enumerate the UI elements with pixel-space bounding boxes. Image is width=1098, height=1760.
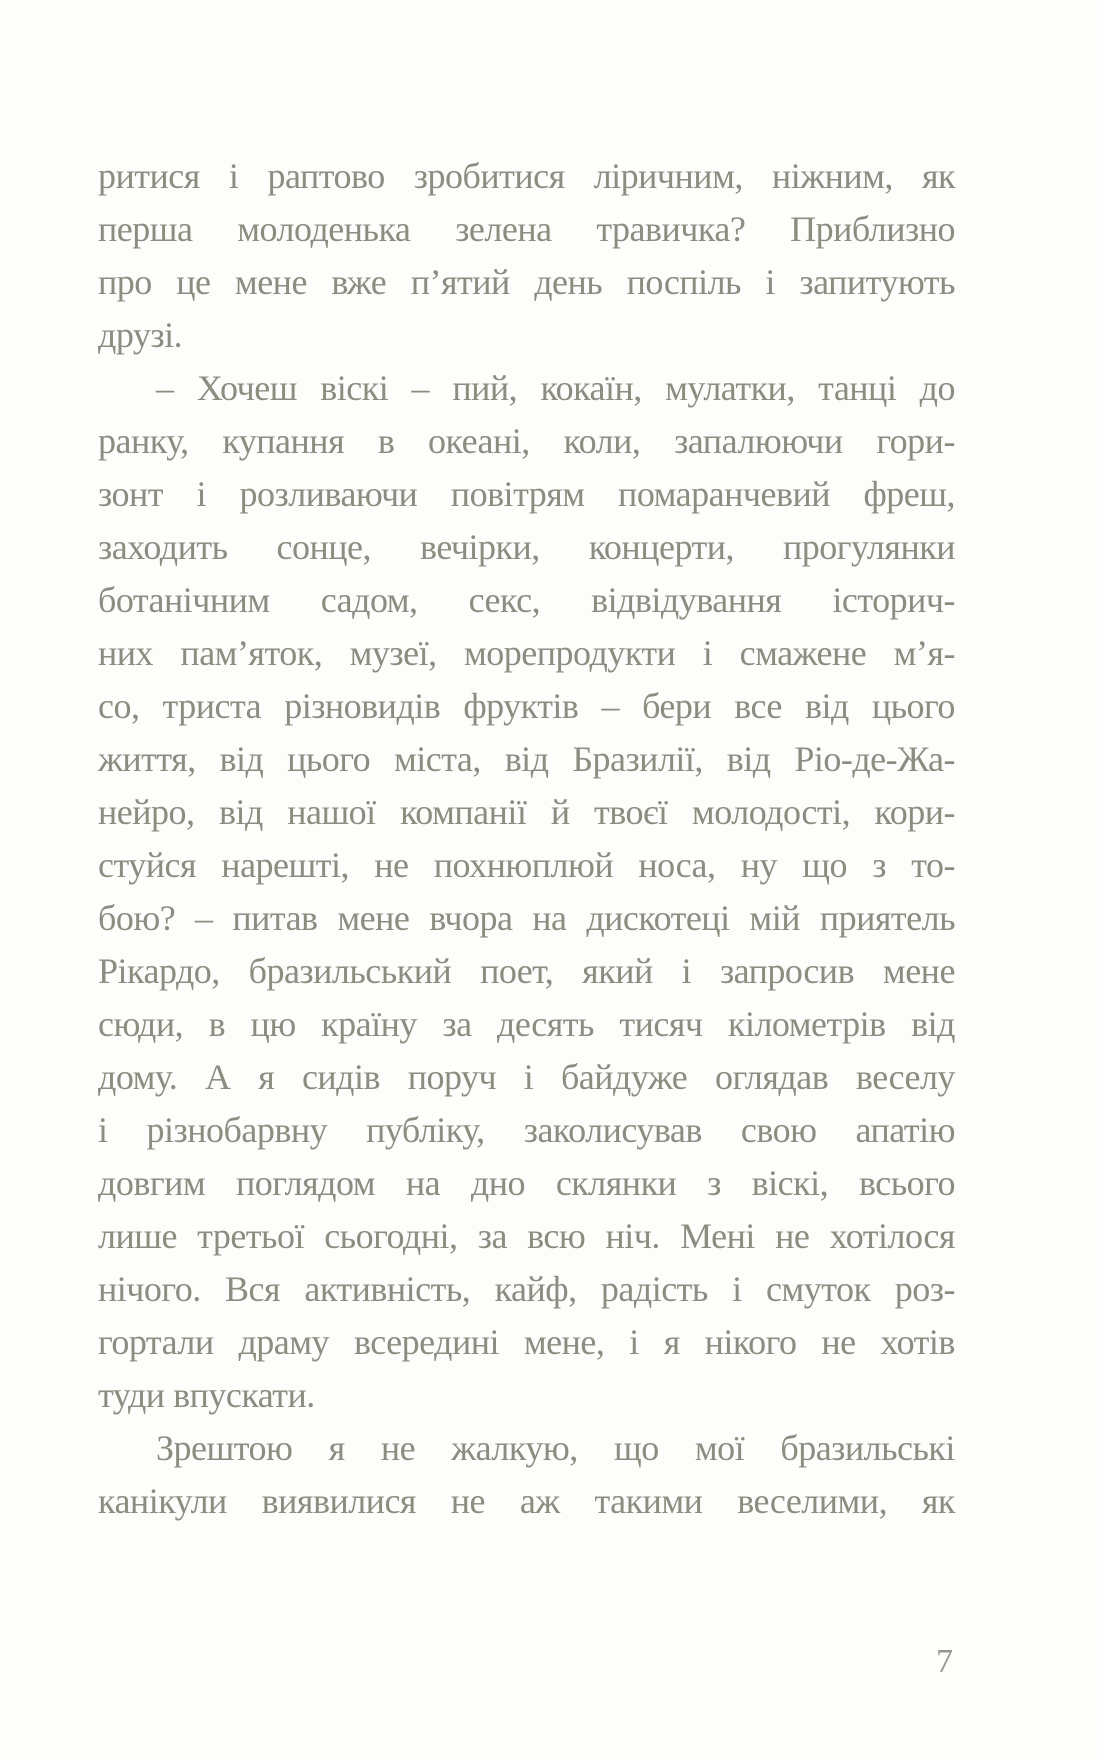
word: поруч — [407, 1057, 497, 1097]
word: питав — [232, 898, 318, 938]
word: поет, — [480, 951, 554, 991]
word: ритися — [98, 156, 200, 196]
word: я — [258, 1057, 275, 1097]
text-line — [98, 1263, 955, 1316]
word: гори- — [876, 421, 955, 461]
word: не — [380, 1428, 416, 1468]
text-line — [98, 680, 955, 733]
word: – — [411, 368, 430, 408]
word: все — [734, 686, 782, 726]
word: запитують — [799, 262, 955, 302]
word: мене — [337, 898, 410, 938]
word: й — [550, 792, 570, 832]
word: ну — [740, 845, 777, 885]
word: історич- — [832, 580, 955, 620]
word: і — [98, 1110, 108, 1150]
word: в — [208, 1004, 226, 1044]
word: то- — [911, 845, 955, 885]
word: заходить — [98, 527, 228, 567]
word: який — [582, 951, 653, 991]
word: сьогодні, — [324, 1216, 458, 1256]
word: всередині — [353, 1322, 499, 1362]
text-line — [98, 627, 955, 680]
word: всю — [527, 1216, 586, 1256]
word: мене — [234, 262, 307, 302]
word: мій — [749, 898, 800, 938]
word: різновидів — [284, 686, 441, 726]
word: – — [601, 686, 619, 726]
word: свою — [740, 1110, 817, 1150]
word: них — [98, 633, 154, 673]
word: як — [921, 1481, 955, 1521]
word: молодості, — [691, 792, 851, 832]
word: Рікардо, — [98, 951, 220, 991]
word: Приблизно — [790, 209, 955, 249]
word: цю — [250, 1004, 296, 1044]
word: хотів — [880, 1322, 955, 1362]
text-line — [98, 945, 955, 998]
text-line — [98, 839, 955, 892]
word: роз- — [894, 1269, 955, 1309]
word: концерти, — [588, 527, 734, 567]
word: дно — [470, 1163, 526, 1203]
word: дискотеці — [586, 898, 730, 938]
word: купання — [222, 421, 345, 461]
text-line — [98, 1104, 955, 1157]
word: мене — [882, 951, 955, 991]
word: Зрештою — [156, 1428, 293, 1468]
word: віскі — [320, 368, 389, 408]
word: канікули — [98, 1481, 227, 1521]
word: склянки — [555, 1163, 677, 1203]
word: стуйся — [98, 845, 197, 885]
word: жалкую, — [451, 1428, 578, 1468]
word: морепродукти — [464, 633, 676, 673]
word: не — [775, 1216, 810, 1256]
word: ніч. — [605, 1216, 660, 1256]
word: до — [919, 368, 955, 408]
word: віскі, — [751, 1163, 829, 1203]
text-line: туди впускати. — [98, 1375, 315, 1415]
word: ботанічним — [98, 580, 270, 620]
word: за — [477, 1216, 507, 1256]
word: і — [523, 1057, 534, 1097]
word: твоєї — [594, 792, 668, 832]
word: вчора — [429, 898, 513, 938]
word: нарешті, — [221, 845, 349, 885]
text-line — [98, 1316, 955, 1369]
text-line — [98, 362, 955, 415]
word: день — [534, 262, 603, 302]
word: активність, — [304, 1269, 471, 1309]
word: мулатки, — [665, 368, 795, 408]
word: не — [450, 1481, 486, 1521]
word: похнюплюй — [433, 845, 614, 885]
word: відвідування — [591, 580, 782, 620]
text-line — [98, 733, 955, 786]
word: фруктів — [463, 686, 579, 726]
word: і — [681, 951, 692, 991]
word: Мені — [680, 1216, 755, 1256]
word: на — [532, 898, 567, 938]
word: не — [821, 1322, 856, 1362]
word: триста — [162, 686, 262, 726]
word: бери — [642, 686, 712, 726]
word: нашої — [287, 792, 376, 832]
word: поглядом — [235, 1163, 376, 1203]
word: повітрям — [450, 474, 585, 514]
word: раптово — [267, 156, 385, 196]
word: ніжним, — [771, 156, 893, 196]
text-line: друзі. — [98, 315, 183, 355]
word: кайф, — [494, 1269, 577, 1309]
word: від — [911, 1004, 955, 1044]
word: довгим — [98, 1163, 206, 1203]
word: садом, — [320, 580, 418, 620]
text-line — [98, 892, 955, 945]
word: на — [405, 1163, 441, 1203]
word: веселу — [855, 1057, 955, 1097]
word: перша — [98, 209, 193, 249]
word: гортали — [98, 1322, 214, 1362]
word: аж — [519, 1481, 560, 1521]
word: оглядав — [714, 1057, 829, 1097]
text-line — [98, 150, 955, 203]
word: – — [195, 898, 213, 938]
text-line — [98, 1157, 955, 1210]
word: А — [205, 1057, 231, 1097]
word: і — [732, 1269, 742, 1309]
word: бразильські — [780, 1428, 955, 1468]
word: – — [156, 368, 174, 408]
word: різнобарвну — [146, 1110, 328, 1150]
text-line — [98, 1210, 955, 1263]
word: лише — [98, 1216, 177, 1256]
text-line — [98, 1422, 955, 1475]
word: країну — [321, 1004, 417, 1044]
word: мої — [694, 1428, 745, 1468]
word: такими — [594, 1481, 703, 1521]
word: Бразилії, — [572, 739, 703, 779]
word: танці — [818, 368, 897, 408]
text-line — [98, 786, 955, 839]
word: запросив — [719, 951, 855, 991]
word: публіку, — [366, 1110, 485, 1150]
word: від — [219, 739, 264, 779]
text-line — [98, 415, 955, 468]
word: океані, — [428, 421, 530, 461]
word: нікого — [704, 1322, 797, 1362]
page-number: 7 — [936, 1643, 953, 1680]
word: нічого. — [98, 1269, 201, 1309]
word: від — [804, 686, 849, 726]
text-line — [98, 521, 955, 574]
word: пий, — [452, 368, 518, 408]
word: вже — [331, 262, 387, 302]
word: сидів — [301, 1057, 380, 1097]
word: зробитися — [413, 156, 565, 196]
word: міста, — [393, 739, 481, 779]
word: від — [726, 739, 771, 779]
word: заколисував — [523, 1110, 702, 1150]
text-line — [98, 1475, 955, 1528]
word: як — [921, 156, 955, 196]
word: сонце, — [276, 527, 372, 567]
word: травичка? — [596, 209, 746, 249]
text-line — [98, 998, 955, 1051]
word: десять — [497, 1004, 594, 1044]
page-body — [98, 150, 955, 1528]
word: байдуже — [560, 1057, 688, 1097]
word: п’ятий — [410, 262, 510, 302]
word: цього — [287, 739, 371, 779]
word: м’я- — [893, 633, 955, 673]
word: носа, — [638, 845, 716, 885]
word: Ріо-де-Жа- — [794, 739, 955, 779]
word: і — [765, 262, 775, 302]
word: музеї, — [349, 633, 437, 673]
word: не — [374, 845, 409, 885]
word: бразильський — [248, 951, 452, 991]
word: бою? — [98, 898, 176, 938]
word: зелена — [455, 209, 552, 249]
word: в — [377, 421, 395, 461]
text-line — [98, 256, 955, 309]
word: третьої — [197, 1216, 304, 1256]
word: Хочеш — [196, 368, 297, 408]
word: фреш, — [863, 474, 955, 514]
word: приятель — [819, 898, 955, 938]
word: за — [442, 1004, 472, 1044]
word: розливаючи — [239, 474, 418, 514]
word: веселими, — [737, 1481, 888, 1521]
text-line — [98, 574, 955, 627]
word: ліричним, — [593, 156, 743, 196]
word: і — [629, 1322, 639, 1362]
word: помаранчевий — [618, 474, 830, 514]
word: тисяч — [619, 1004, 703, 1044]
word: з — [872, 845, 886, 885]
word: зонт — [98, 474, 164, 514]
word: від — [218, 792, 263, 832]
word: це — [176, 262, 211, 302]
word: вечірки, — [420, 527, 540, 567]
word: молоденька — [237, 209, 411, 249]
word: і — [702, 633, 713, 673]
word: і — [228, 156, 239, 196]
word: смажене — [739, 633, 867, 673]
word: со, — [98, 686, 140, 726]
word: ранку, — [98, 421, 189, 461]
word: прогулянки — [782, 527, 955, 567]
word: запалюючи — [674, 421, 843, 461]
word: Вся — [225, 1269, 281, 1309]
word: що — [802, 845, 847, 885]
word: про — [98, 262, 152, 302]
word: я — [663, 1322, 680, 1362]
word: з — [707, 1163, 721, 1203]
word: життя, — [98, 739, 196, 779]
word: коли, — [563, 421, 641, 461]
word: виявилися — [261, 1481, 416, 1521]
word: що — [613, 1428, 659, 1468]
word: секс, — [468, 580, 541, 620]
word: мене, — [523, 1322, 605, 1362]
word: поспіль — [626, 262, 741, 302]
text-line — [98, 468, 955, 521]
word: компанії — [400, 792, 527, 832]
word: від — [504, 739, 549, 779]
word: дому. — [98, 1057, 178, 1097]
text-line — [98, 203, 955, 256]
word: радість — [600, 1269, 708, 1309]
word: драму — [238, 1322, 330, 1362]
word: і — [196, 474, 206, 514]
word: кілометрів — [727, 1004, 886, 1044]
word: нейро, — [98, 792, 195, 832]
text-line — [98, 1051, 955, 1104]
word: всього — [858, 1163, 955, 1203]
word: цього — [871, 686, 955, 726]
word: апатію — [855, 1110, 955, 1150]
word: пам’яток, — [180, 633, 323, 673]
word: сюди, — [98, 1004, 184, 1044]
word: смуток — [765, 1269, 871, 1309]
word: я — [328, 1428, 345, 1468]
word: хотілося — [829, 1216, 955, 1256]
word: кокаїн, — [540, 368, 642, 408]
word: кори- — [874, 792, 955, 832]
